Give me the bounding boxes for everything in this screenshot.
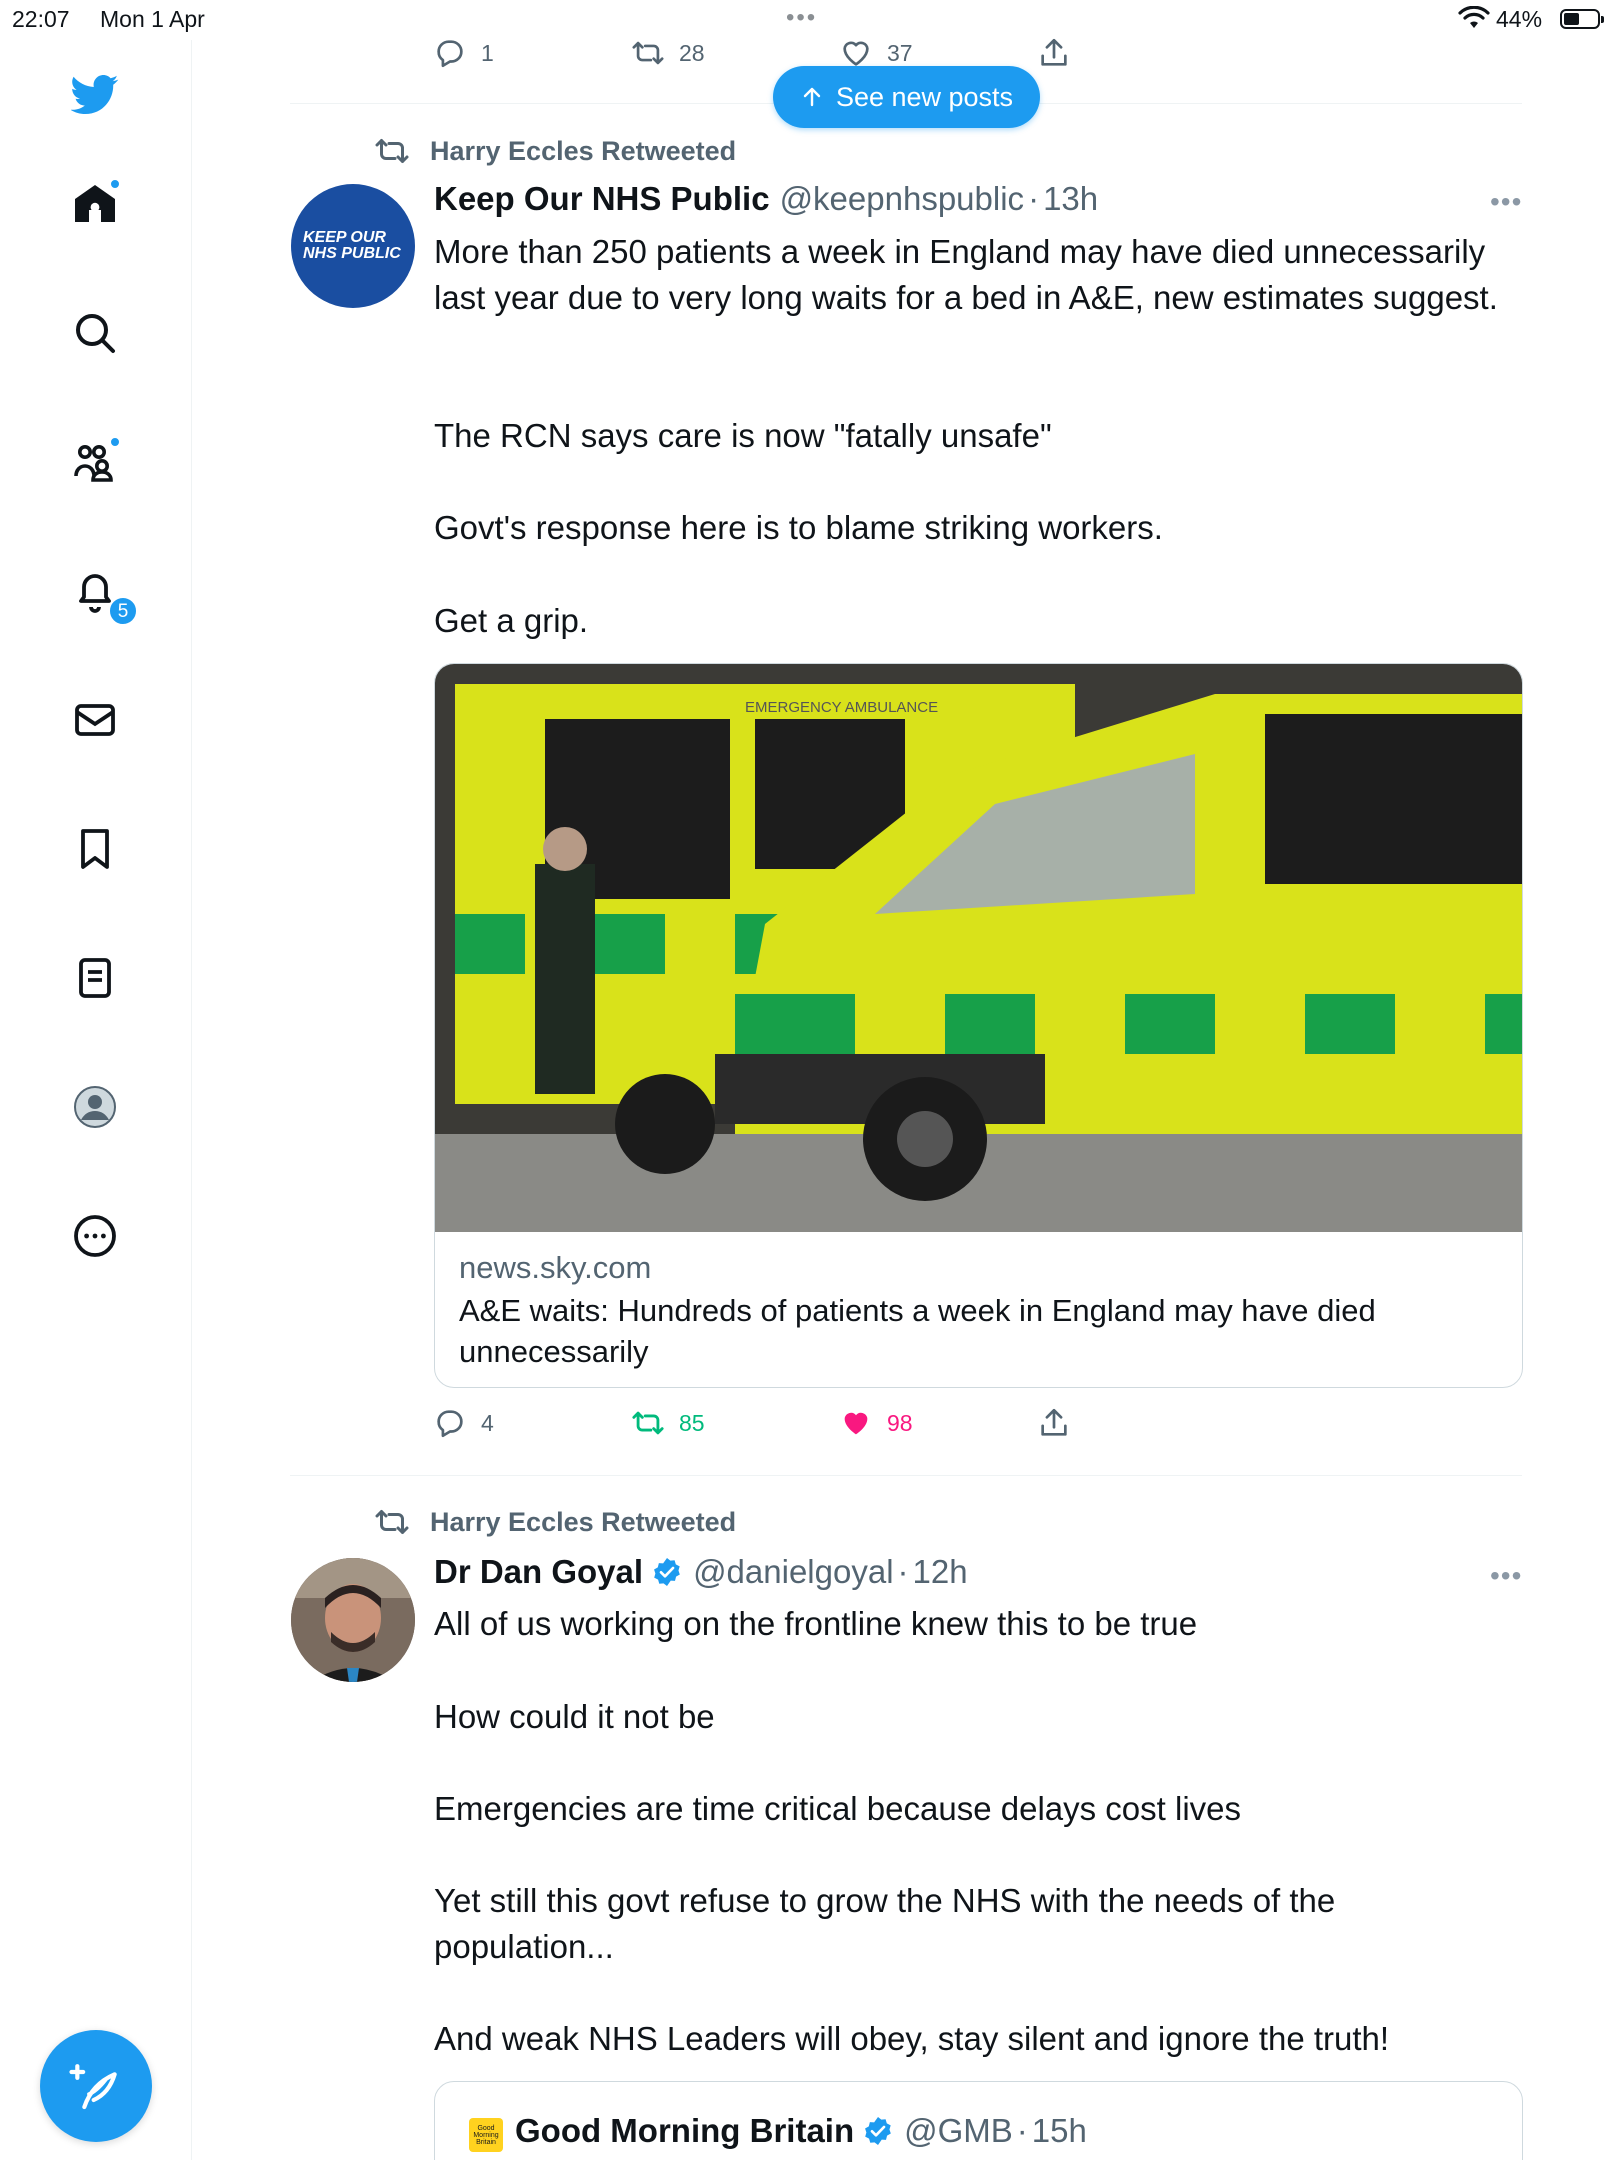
tweet-header — [434, 180, 1098, 218]
tweet-actions — [433, 1406, 1133, 1442]
card-domain: news.sky.com — [459, 1250, 652, 1285]
heart-icon — [839, 36, 873, 70]
reply-button[interactable] — [433, 36, 494, 70]
retweet-button[interactable] — [631, 36, 705, 70]
reply-icon — [433, 36, 467, 70]
notifications-badge: 5 — [108, 596, 138, 626]
ambulance-photo — [435, 664, 1523, 1232]
communities-icon[interactable] — [67, 434, 123, 490]
verified-badge-icon — [651, 1556, 683, 1588]
reply-count: 4 — [481, 1409, 494, 1436]
home-unread-dot — [109, 178, 121, 190]
quoted-avatar-logo: Good Morning Britain — [473, 2124, 499, 2146]
like-count: 98 — [887, 1409, 913, 1436]
quoted-timestamp[interactable]: 15h — [1031, 2112, 1087, 2149]
quoted-tweet-card[interactable] — [434, 2081, 1523, 2160]
share-button[interactable] — [1037, 1406, 1085, 1440]
tweet-text: Get a grip. — [434, 602, 589, 639]
avatar[interactable] — [291, 184, 415, 308]
quoted-author-handle[interactable]: @GMB — [904, 2112, 1013, 2149]
reply-count: 1 — [481, 39, 494, 66]
author-name[interactable]: Keep Our NHS Public — [434, 180, 770, 217]
retweeted-by-label[interactable]: Harry Eccles Retweeted — [430, 135, 737, 166]
share-button[interactable] — [1037, 36, 1085, 70]
compose-tweet-button[interactable] — [40, 2030, 152, 2142]
timestamp[interactable]: 13h — [1043, 180, 1099, 217]
share-icon — [1037, 36, 1071, 70]
mail-icon[interactable] — [67, 692, 123, 748]
heart-filled-icon — [839, 1406, 873, 1440]
separator-dot: · — [1016, 2112, 1028, 2149]
more-options-icon[interactable]: ••• — [1490, 1560, 1523, 1591]
reply-button[interactable] — [433, 1406, 494, 1440]
retweeted-by-label[interactable]: Harry Eccles Retweeted — [430, 1506, 737, 1537]
like-button[interactable] — [839, 36, 913, 70]
quoted-author-name[interactable]: Good Morning Britain — [515, 2112, 855, 2149]
like-count: 37 — [887, 39, 913, 66]
battery-icon — [1560, 9, 1600, 29]
sidebar — [0, 40, 192, 2160]
bookmark-icon[interactable] — [67, 821, 123, 877]
tweet-text: How could it not be — [434, 1698, 715, 1735]
avatar[interactable] — [291, 1558, 415, 1682]
author-handle[interactable]: @danielgoyal — [693, 1553, 894, 1590]
tweet-text: The RCN says care is now "fatally unsafe" — [434, 417, 1052, 454]
previous-tweet-actions — [433, 36, 1133, 72]
list-icon[interactable] — [67, 950, 123, 1006]
status-bar — [0, 0, 1620, 40]
avatar-logo-text: KEEP OUR — [303, 229, 386, 246]
retweet-context — [374, 133, 736, 169]
photo-sign: EMERGENCY AMBULANCE — [745, 699, 939, 716]
like-button[interactable] — [839, 1406, 913, 1440]
retweet-icon — [631, 1406, 665, 1440]
avatar-icon[interactable] — [67, 1079, 123, 1135]
more-icon[interactable] — [67, 1208, 123, 1264]
quoted-tweet-header — [515, 2112, 1087, 2150]
search-icon[interactable] — [67, 305, 123, 361]
retweet-icon — [374, 133, 410, 169]
quoted-avatar — [469, 2118, 503, 2152]
retweet-icon — [631, 36, 665, 70]
separator-dot: · — [1028, 180, 1040, 217]
author-handle[interactable]: @keepnhspublic — [779, 180, 1025, 217]
retweet-count: 28 — [679, 39, 705, 66]
tweet-text: Govt's response here is to blame striking workers. — [434, 509, 1163, 546]
retweet-context — [374, 1504, 736, 1540]
tweet-text: Yet still this govt refuse to grow the NHS with the needs of the population... — [434, 1882, 1336, 1965]
share-icon — [1037, 1406, 1071, 1440]
wifi-icon — [1458, 6, 1490, 30]
reply-icon — [433, 1406, 467, 1440]
feather-plus-icon — [68, 2058, 124, 2114]
link-preview-card[interactable] — [434, 663, 1523, 1388]
avatar-logo-text: NHS PUBLIC — [303, 245, 401, 262]
more-options-icon[interactable]: ••• — [1490, 186, 1523, 217]
tweet-text: All of us working on the frontline knew this to be true — [434, 1605, 1198, 1642]
author-name[interactable]: Dr Dan Goyal — [434, 1553, 644, 1590]
verified-badge-icon — [862, 2115, 894, 2147]
home-icon[interactable] — [67, 176, 123, 232]
status-date: Mon 1 Apr — [100, 6, 205, 32]
retweet-button[interactable] — [631, 1406, 705, 1440]
see-new-posts-label: See new posts — [835, 81, 1014, 112]
see-new-posts-button[interactable] — [773, 66, 1040, 128]
status-time: 22:07 — [12, 6, 70, 32]
timestamp[interactable]: 12h — [912, 1553, 968, 1590]
retweet-icon — [374, 1504, 410, 1540]
communities-unread-dot — [109, 436, 121, 448]
tweet-text: And weak NHS Leaders will obey, stay silent and ignore the truth! — [434, 2020, 1390, 2057]
avatar-photo — [291, 1558, 415, 1682]
tweet-text: More than 250 patients a week in England may have died unnecessarily last year due to very long waits for a bed in A&E, new estimates suggest. — [434, 233, 1498, 316]
tweet-header — [434, 1553, 968, 1591]
retweet-count: 85 — [679, 1409, 705, 1436]
bird-icon[interactable] — [67, 66, 123, 122]
tweet-divider — [290, 1475, 1522, 1476]
tweet-text: Emergencies are time critical because delays cost lives — [434, 1790, 1242, 1827]
arrow-up-icon — [800, 85, 824, 109]
card-headline: A&E waits: Hundreds of patients a week in England may have died unnecessarily — [459, 1293, 1376, 1369]
separator-dot: · — [897, 1553, 909, 1590]
battery-percent: 44% — [1496, 6, 1543, 32]
multitasking-dots-icon[interactable]: ••• — [786, 4, 818, 31]
